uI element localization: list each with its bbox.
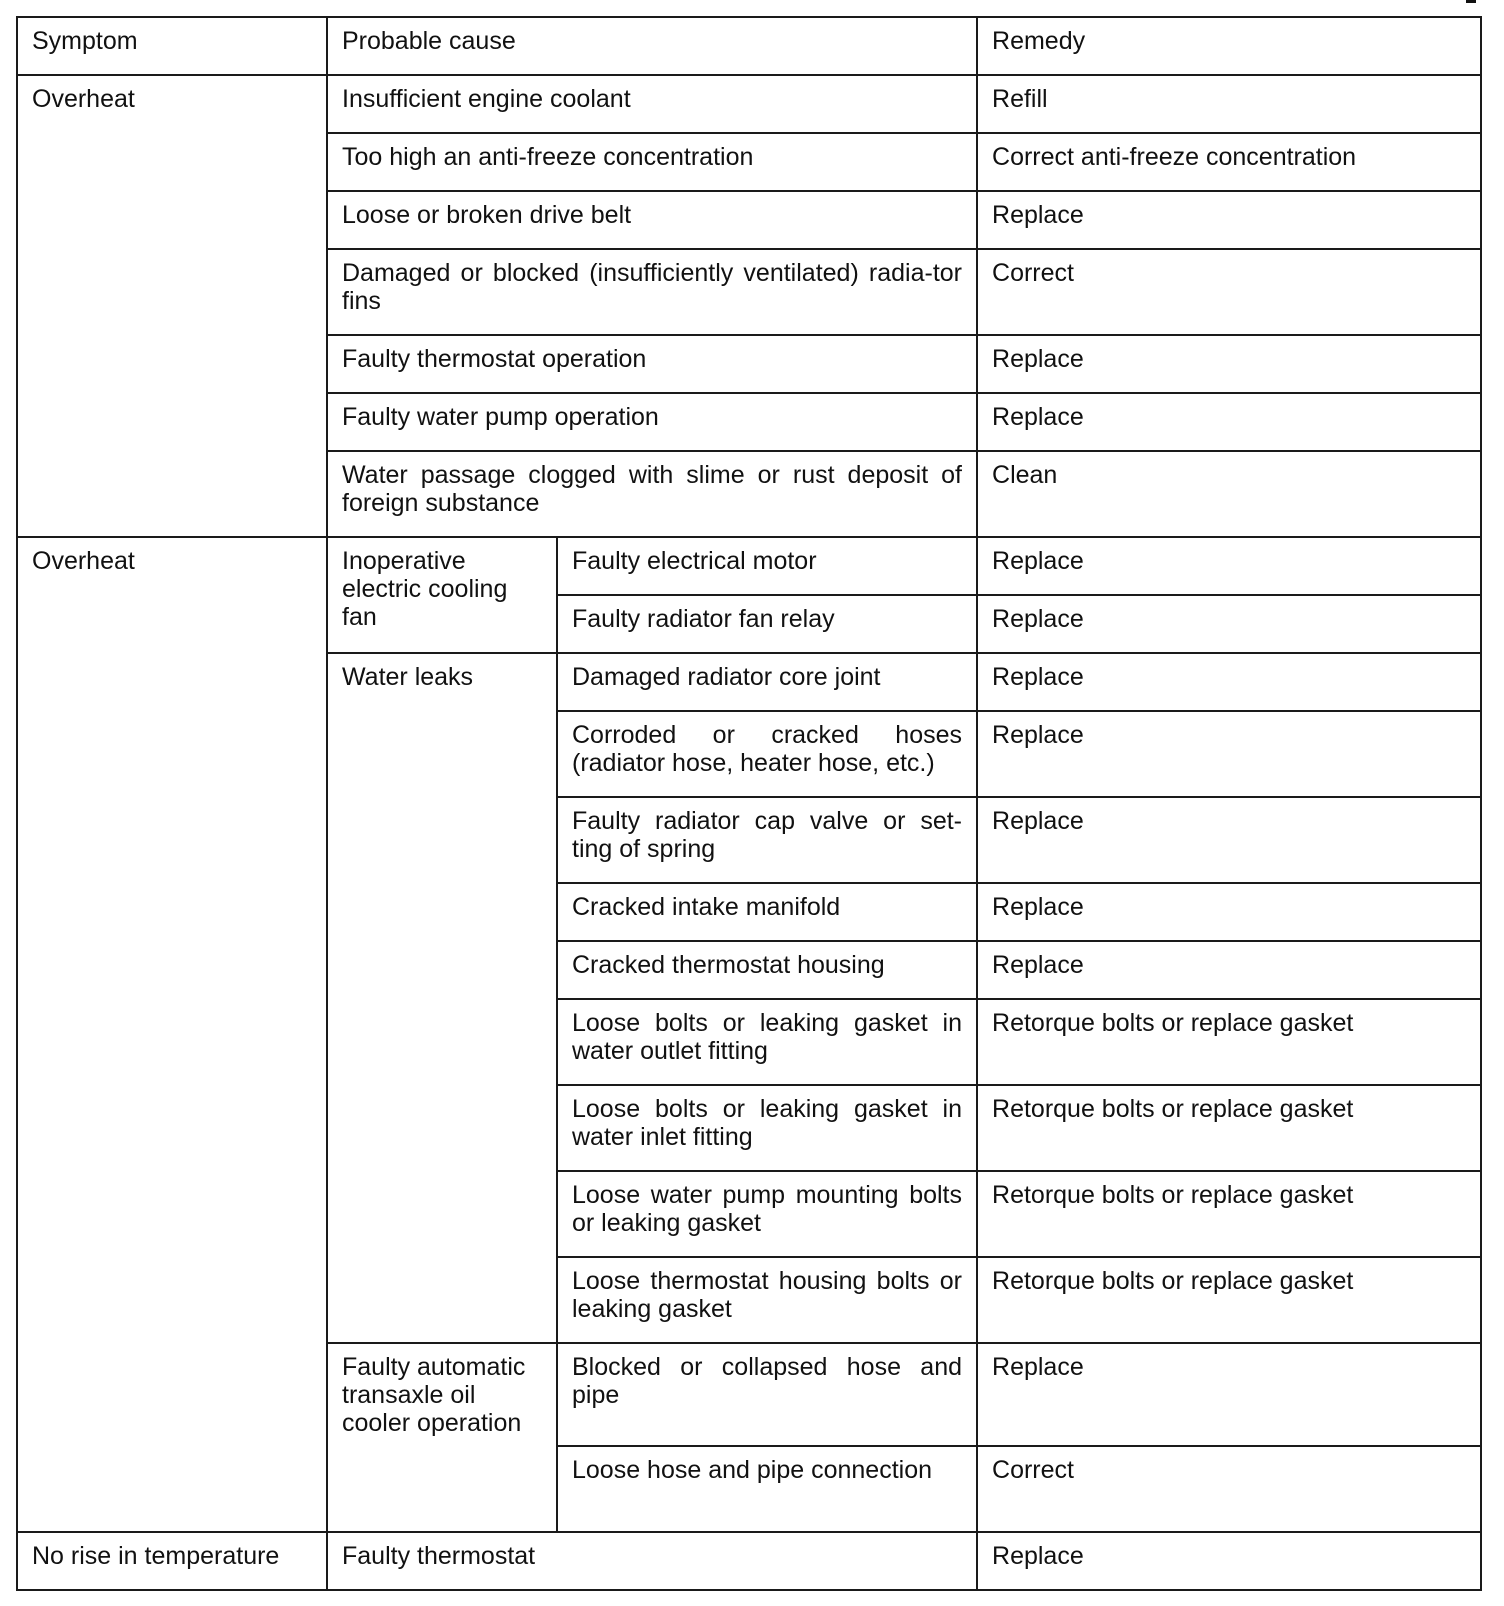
remedy-cell: Retorque bolts or replace gasket	[977, 1257, 1481, 1343]
remedy-cell: Replace	[977, 537, 1481, 595]
remedy-cell: Replace	[977, 1343, 1481, 1446]
remedy-cell: Replace	[977, 883, 1481, 941]
remedy-cell: Correct anti-freeze concentration	[977, 133, 1481, 191]
troubleshooting-table	[16, 16, 1482, 1591]
detail-cell: Loose water pump mounting bolts or leaking gasket	[557, 1171, 977, 1257]
cause-cell: Faulty thermostat operation	[327, 335, 977, 393]
table-row	[17, 1532, 1481, 1590]
remedy-cell: Retorque bolts or replace gasket	[977, 999, 1481, 1085]
page-edge-mark	[1466, 0, 1476, 3]
remedy-cell: Retorque bolts or replace gasket	[977, 1085, 1481, 1171]
detail-cell: Faulty radiator fan relay	[557, 595, 977, 653]
symptom-cell: Overheat	[17, 75, 327, 537]
detail-cell: Loose bolts or leaking gasket in water outlet fitting	[557, 999, 977, 1085]
table-row	[17, 537, 1481, 595]
remedy-cell: Replace	[977, 1532, 1481, 1590]
cause-cell: Faulty water pump operation	[327, 393, 977, 451]
remedy-cell: Replace	[977, 335, 1481, 393]
cause-cell: Loose or broken drive belt	[327, 191, 977, 249]
detail-cell: Cracked thermostat housing	[557, 941, 977, 999]
remedy-cell: Replace	[977, 393, 1481, 451]
cause-cell: Damaged or blocked (insufficiently ventilated) radia-tor fins	[327, 249, 977, 335]
cause-cell: Water passage clogged with slime or rust deposit of foreign substance	[327, 451, 977, 537]
remedy-cell: Replace	[977, 941, 1481, 999]
remedy-cell: Replace	[977, 595, 1481, 653]
remedy-cell: Correct	[977, 1446, 1481, 1532]
detail-cell: Loose thermostat housing bolts or leaking gasket	[557, 1257, 977, 1343]
symptom-cell: Overheat	[17, 537, 327, 1532]
detail-cell: Cracked intake manifold	[557, 883, 977, 941]
remedy-cell: Replace	[977, 653, 1481, 711]
cause-cell: Faulty thermostat	[327, 1532, 977, 1590]
header-symptom: Symptom	[17, 17, 327, 75]
detail-cell: Loose bolts or leaking gasket in water inlet fitting	[557, 1085, 977, 1171]
detail-cell: Damaged radiator core joint	[557, 653, 977, 711]
detail-cell: Blocked or collapsed hose and pipe	[557, 1343, 977, 1446]
symptom-cell: No rise in temperature	[17, 1532, 327, 1590]
remedy-cell: Replace	[977, 797, 1481, 883]
detail-cell: Faulty electrical motor	[557, 537, 977, 595]
remedy-cell: Retorque bolts or replace gasket	[977, 1171, 1481, 1257]
table-row	[17, 75, 1481, 133]
cause-cell: Too high an anti-freeze concentration	[327, 133, 977, 191]
cause-cell: Insufficient engine coolant	[327, 75, 977, 133]
cause-cell: Inoperative electric cooling fan	[327, 537, 557, 653]
remedy-cell: Clean	[977, 451, 1481, 537]
header-row	[17, 17, 1481, 75]
remedy-cell: Replace	[977, 191, 1481, 249]
remedy-cell: Replace	[977, 711, 1481, 797]
detail-cell: Corroded or cracked hoses (radiator hose, heater hose, etc.)	[557, 711, 977, 797]
remedy-cell: Refill	[977, 75, 1481, 133]
detail-cell: Loose hose and pipe connection	[557, 1446, 977, 1532]
header-probable-cause: Probable cause	[327, 17, 977, 75]
cause-cell: Faulty automatic transaxle oil cooler operation	[327, 1343, 557, 1532]
header-remedy: Remedy	[977, 17, 1481, 75]
cause-cell: Water leaks	[327, 653, 557, 1343]
remedy-cell: Correct	[977, 249, 1481, 335]
detail-cell: Faulty radiator cap valve or set-ting of spring	[557, 797, 977, 883]
